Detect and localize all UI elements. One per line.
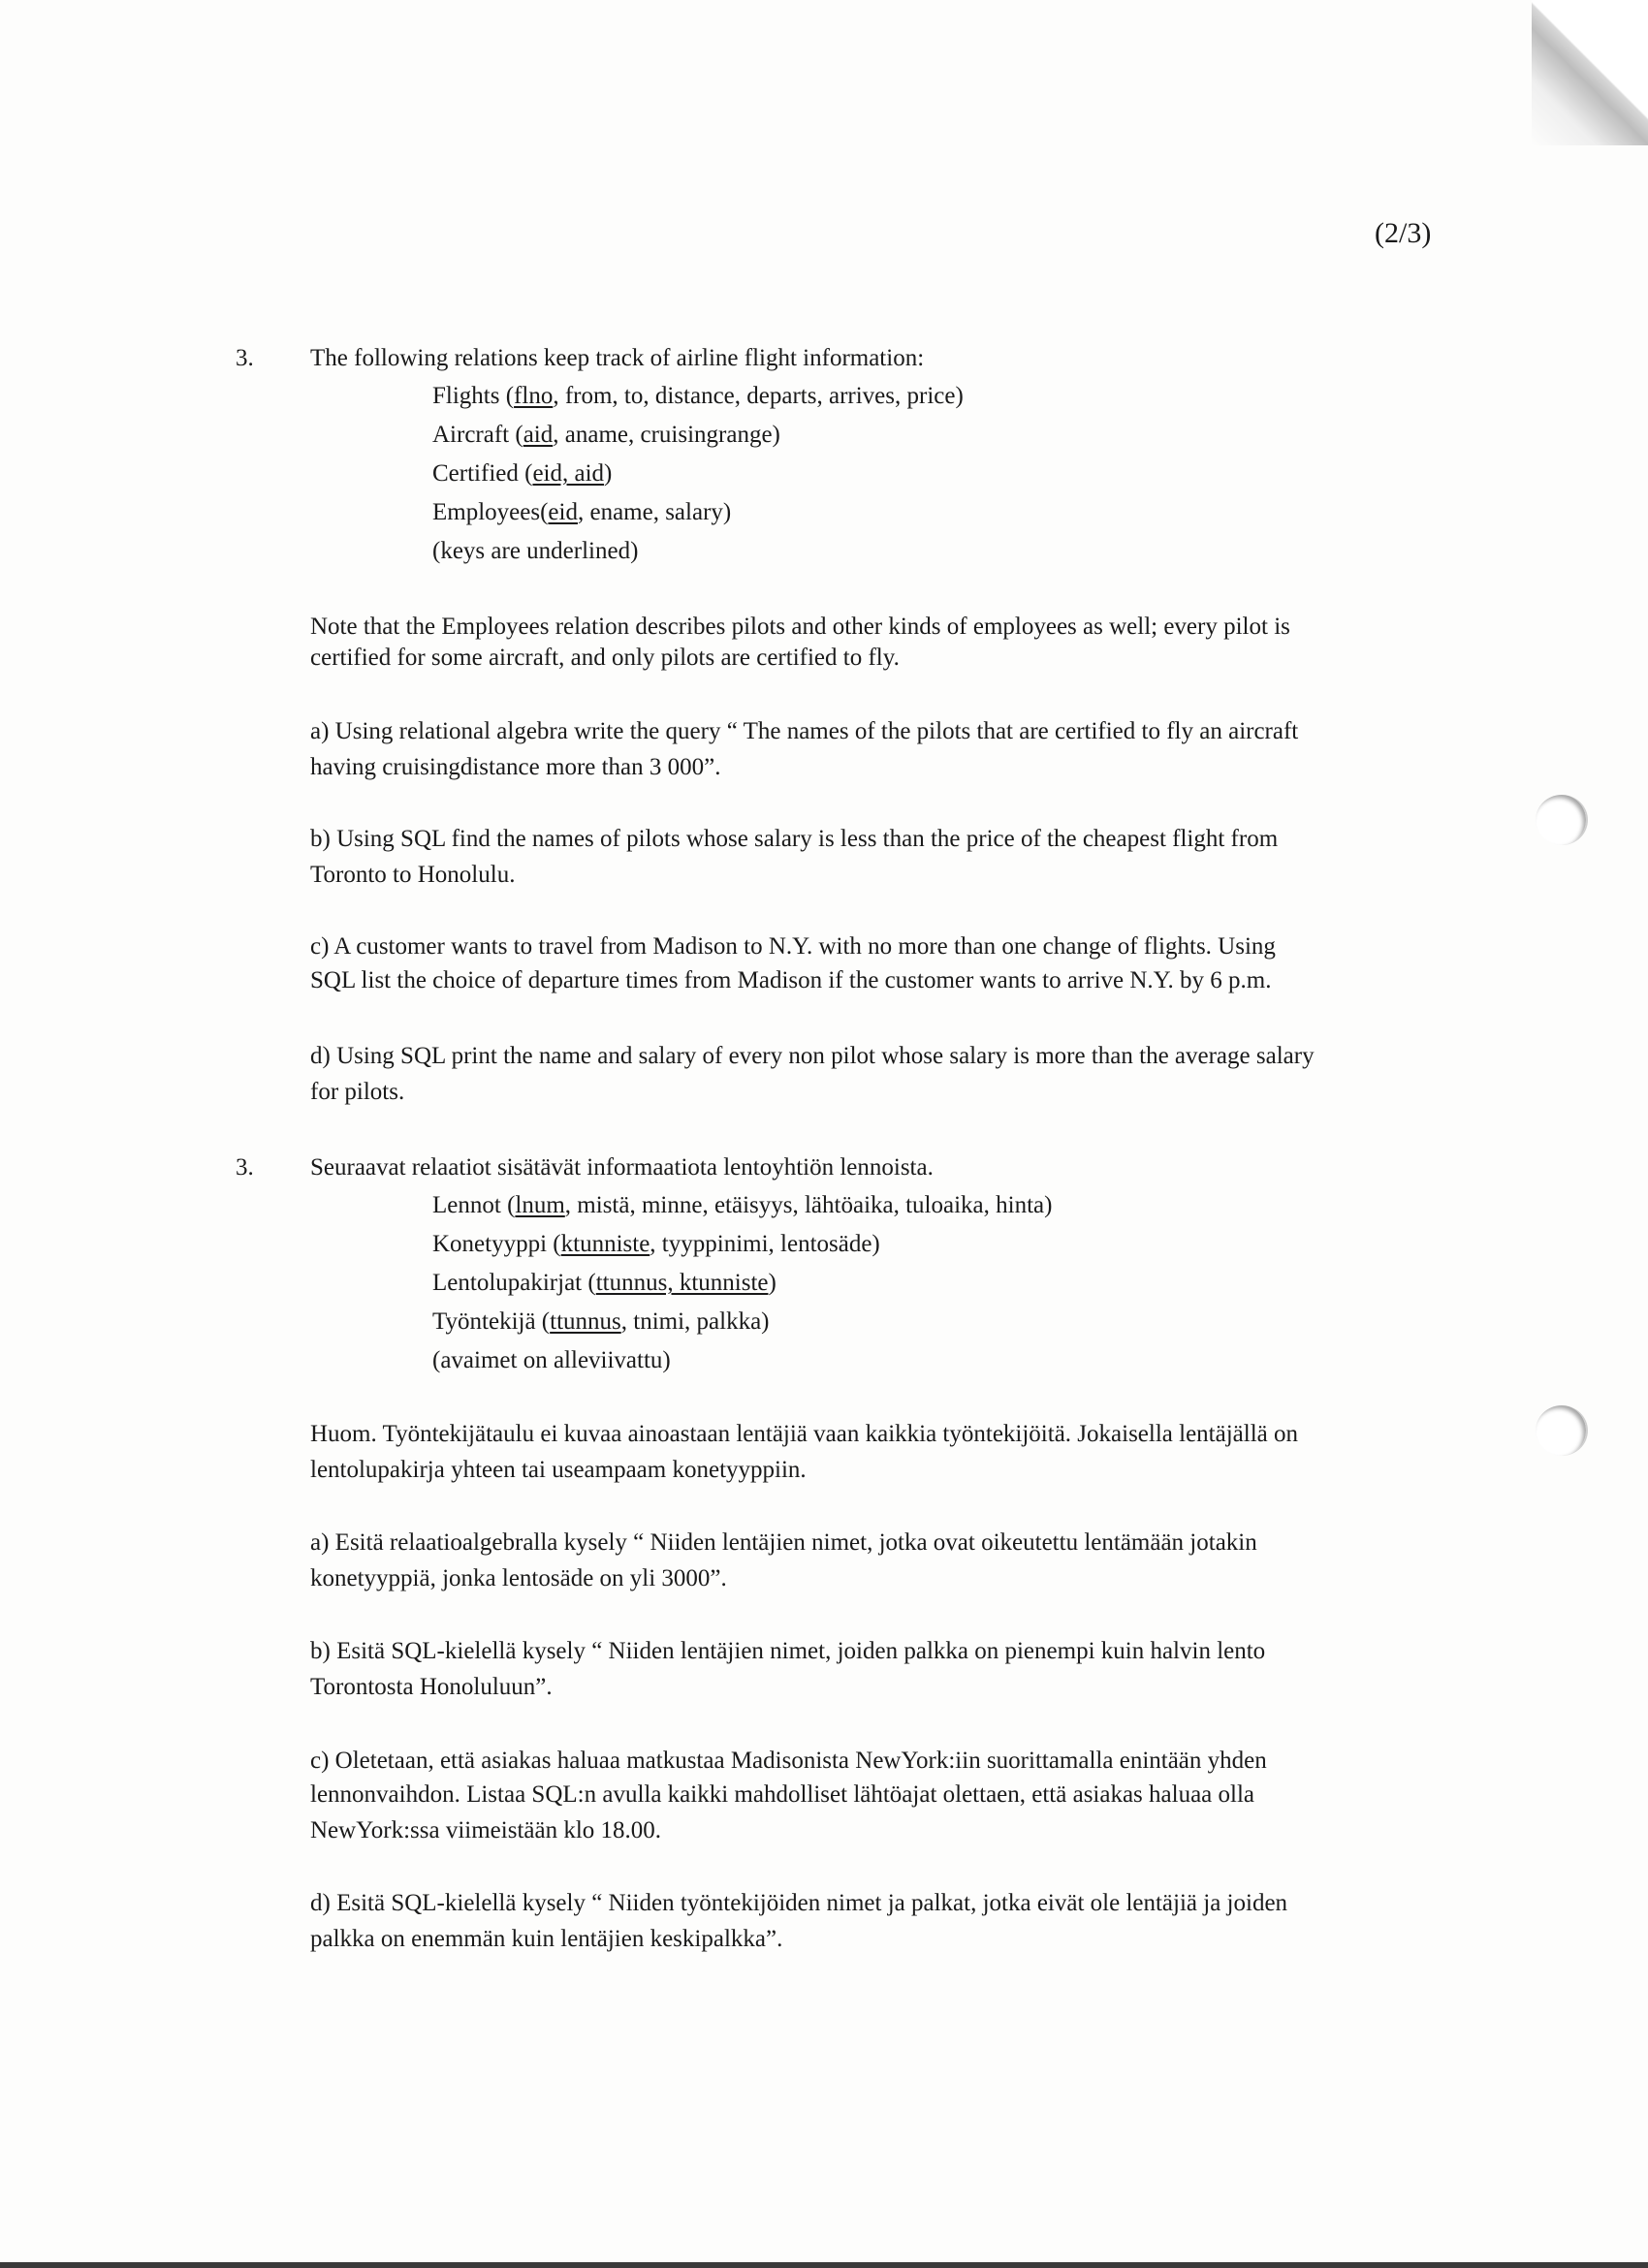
question-a-en-line2: having cruisingdistance more than 3 000”.	[310, 754, 721, 780]
note-fi-line2: lentolupakirja yhteen tai useampaam konetyyppiin.	[310, 1457, 807, 1483]
question-b-fi-line2: Torontosta Honoluluun”.	[310, 1674, 553, 1700]
question-d-en-line2: for pilots.	[310, 1079, 405, 1105]
relation-certified: Certified (eid, aid)	[432, 460, 613, 487]
relation-aircraft: Aircraft (aid, aname, cruisingrange)	[432, 422, 780, 448]
intro-en: The following relations keep track of airline flight information:	[310, 345, 925, 371]
punch-hole-top	[1536, 795, 1588, 845]
punch-hole-bottom	[1536, 1405, 1588, 1456]
question-number-en: 3.	[236, 345, 254, 371]
note-en-line2: certified for some aircraft, and only pilots are certified to fly.	[310, 645, 900, 671]
question-c-en-line2: SQL list the choice of departure times from Madison if the customer wants to arrive N.Y. by 6 p.m.	[310, 967, 1272, 993]
note-fi-line1: Huom. Työntekijätaulu ei kuvaa ainoastaan lentäjiä vaan kaikkia työntekijöitä. Jokaisella lentäjällä on	[310, 1421, 1298, 1447]
intro-fi: Seuraavat relaatiot sisätävät informaatiota lentoyhtiön lennoista.	[310, 1154, 934, 1181]
keys-note-fi: (avaimet on alleviivattu)	[432, 1347, 671, 1373]
relation-flights: Flights (flno, from, to, distance, departs, arrives, price)	[432, 383, 964, 409]
relation-tyontekija: Työntekijä (ttunnus, tnimi, palkka)	[432, 1308, 770, 1335]
question-d-fi-line2: palkka on enemmän kuin lentäjien keskipalkka”.	[310, 1926, 783, 1952]
keys-note-en: (keys are underlined)	[432, 538, 639, 564]
question-c-fi-line3: NewYork:ssa viimeistään klo 18.00.	[310, 1817, 662, 1843]
question-b-en-line1: b) Using SQL find the names of pilots whose salary is less than the price of the cheapest flight from	[310, 826, 1279, 852]
question-number-fi: 3.	[236, 1154, 254, 1181]
relation-lentolupakirjat: Lentolupakirjat (ttunnus, ktunniste)	[432, 1270, 776, 1296]
relation-employees: Employees(eid, ename, salary)	[432, 499, 732, 525]
question-d-en-line1: d) Using SQL print the name and salary of every non pilot whose salary is more than the average salary	[310, 1043, 1315, 1069]
question-d-fi-line1: d) Esitä SQL-kielellä kysely “ Niiden työntekijöiden nimet ja palkat, jotka eivät ole lentäjiä ja joiden	[310, 1890, 1288, 1916]
page-number: (2/3)	[1375, 217, 1432, 249]
relation-lennot: Lennot (lnum, mistä, minne, etäisyys, lähtöaika, tuloaika, hinta)	[432, 1192, 1053, 1218]
question-b-en-line2: Toronto to Honolulu.	[310, 862, 516, 888]
question-b-fi-line1: b) Esitä SQL-kielellä kysely “ Niiden lentäjien nimet, joiden palkka on pienempi kuin halvin lento	[310, 1638, 1266, 1664]
scan-bottom-edge	[0, 2262, 1648, 2268]
note-en-line1: Note that the Employees relation describes pilots and other kinds of employees as well; every pilot is	[310, 614, 1290, 640]
question-a-en-line1: a) Using relational algebra write the query “ The names of the pilots that are certified to fly an aircraft	[310, 718, 1299, 744]
question-c-fi-line2: lennonvaihdon. Listaa SQL:n avulla kaikki mahdolliset lähtöajat olettaen, että asiakas haluaa olla	[310, 1781, 1255, 1808]
question-c-fi-line1: c) Oletetaan, että asiakas haluaa matkustaa Madisonista NewYork:iin suorittamalla enintään yhden	[310, 1748, 1267, 1774]
question-a-fi-line2: konetyyppiä, jonka lentosäde on yli 3000”.	[310, 1565, 727, 1591]
question-a-fi-line1: a) Esitä relaatioalgebralla kysely “ Niiden lentäjien nimet, jotka ovat oikeutettu lentämään jotakin	[310, 1529, 1257, 1556]
relation-konetyyppi: Konetyyppi (ktunniste, tyyppinimi, lentosäde)	[432, 1231, 880, 1257]
folded-corner	[1532, 0, 1648, 145]
question-c-en-line1: c) A customer wants to travel from Madison to N.Y. with no more than one change of flights. Using	[310, 933, 1276, 960]
